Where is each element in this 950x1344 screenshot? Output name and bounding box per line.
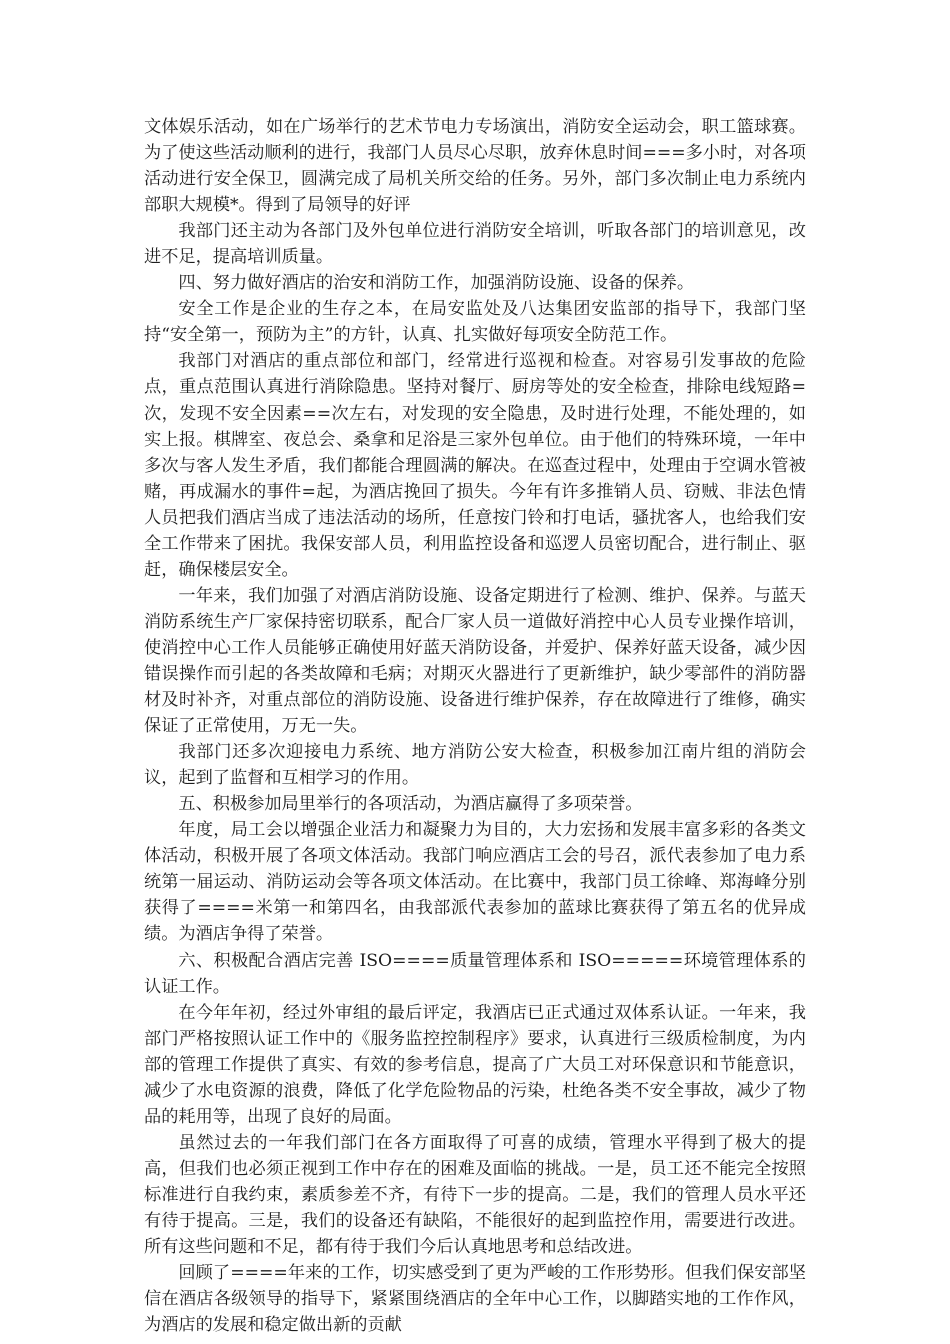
paragraph: 我部门还主动为各部门及外包单位进行消防安全培训，听取各部门的培训意见，改进不足，提高培训质量。 xyxy=(144,221,806,268)
paragraph: 安全工作是企业的生存之本，在局安监处及八达集团安监部的指导下，我部门坚持“安全第一，预防为主”的方针，认真、扎实做好每项安全防范工作。 xyxy=(144,299,806,346)
paragraph: 我部门还多次迎接电力系统、地方消防公安大检查，积极参加江南片组的消防会议，起到了监督和互相学习的作用。 xyxy=(144,742,806,789)
document-text-body xyxy=(144,114,806,1338)
paragraph: 虽然过去的一年我们部门在各方面取得了可喜的成绩，管理水平得到了极大的提高，但我们也必须正视到工作中存在的困难及面临的挑战。一是，员工还不能完全按照标准进行自我约束，素质参差不齐，有待下一步的提高。二是，我们的管理人员水平还有待于提高。三是，我们的设备还有缺陷，不能很好的起到监控作用，需要进行改进。所有这些问题和不足，都有待于我们今后认真地思考和总结改进。 xyxy=(144,1132,806,1258)
paragraph: 年度，局工会以增强企业活力和凝聚力为目的，大力宏扬和发展丰富多彩的各类文体活动，积极开展了各项文体活动。我部门响应酒店工会的号召，派代表参加了电力系统第一届运动、消防运动会等各项文体活动。在比赛中，我部门员工徐峰、郑海峰分别获得了====米第一和第四名，由我部派代表参加的蓝球比赛获得了第五名的优异成绩。为酒店争得了荣誉。 xyxy=(144,820,806,945)
paragraph: 在今年年初，经过外审组的最后评定，我酒店已正式通过双体系认证。一年来，我部门严格按照认证工作中的《服务监控控制程序》要求，认真进行三级质检制度，为内部的管理工作提供了真实、有效的参考信息，提高了广大员工对环保意识和节能意识，减少了水电资源的浪费，降低了化学危险物品的污染，杜绝各类不安全事故，减少了物品的耗用等，出现了良好的局面。 xyxy=(144,1002,806,1127)
paragraph-heading-six: 六、积极配合酒店完善 ISO====质量管理体系和 ISO=====环境管理体系的认证工作。 xyxy=(144,950,806,997)
paragraph-heading-five: 五、积极参加局里举行的各项活动，为酒店赢得了多项荣誉。 xyxy=(178,794,643,815)
paragraph-heading-four: 四、努力做好酒店的治安和消防工作，加强消防设施、设备的保养。 xyxy=(178,273,695,294)
paragraph-closing: 回顾了====年来的工作，切实感受到了更为严峻的工作形势形。但我们保安部坚信在酒店各级领导的指导下，紧紧围绕酒店的全年中心工作，以脚踏实地的工作作风，为酒店的发展和稳定做出新的贡献 xyxy=(144,1263,806,1336)
paragraph: 一年来，我们加强了对酒店消防设施、设备定期进行了检测、维护、保养。与蓝天消防系统生产厂家保持密切联系，配合厂家人员一道做好消控中心人员专业操作培训，使消控中心工作人员能够正确使用好蓝天消防设备，并爱护、保养好蓝天设备，减少因错误操作而引起的各类故障和毛病；对期灭火器进行了更新维护，缺少零部件的消防器材及时补齐，对重点部位的消防设施、设备进行维护保养，存在故障进行了维修，确实保证了正常使用，万无一失。 xyxy=(144,585,806,737)
paragraph: 文体娱乐活动，如在广场举行的艺术节电力专场演出，消防安全运动会，职工篮球赛。为了使这些活动顺利的进行，我部门人员尽心尽职，放弃休息时间===多小时，对各项活动进行安全保卫，圆满完成了局机关所交给的任务。另外，部门多次制止电力系统内部职大规模*。得到了局领导的好评 xyxy=(144,117,806,216)
paragraph: 我部门对酒店的重点部位和部门，经常进行巡视和检查。对容易引发事故的危险点，重点范围认真进行消除隐患。坚持对餐厅、厨房等处的安全检查，排除电线短路=次，发现不安全因素==次左右，对发现的安全隐患，及时进行处理，不能处理的，如实上报。棋牌室、夜总会、桑拿和足浴是三家外包单位。由于他们的特殊环境，一年中多次与客人发生矛盾，我们都能合理圆满的解决。在巡查过程中，处理由于空调水管被赌，再成漏水的事件=起，为酒店挽回了损失。今年有许多推销人员、窃贼、非法色情人员把我们酒店当成了违法活动的场所，任意按门铃和打电话，骚扰客人，也给我们安全工作带来了困扰。我保安部人员，利用监控设备和巡逻人员密切配合，进行制止、驱赶，确保楼层安全。 xyxy=(144,351,806,580)
